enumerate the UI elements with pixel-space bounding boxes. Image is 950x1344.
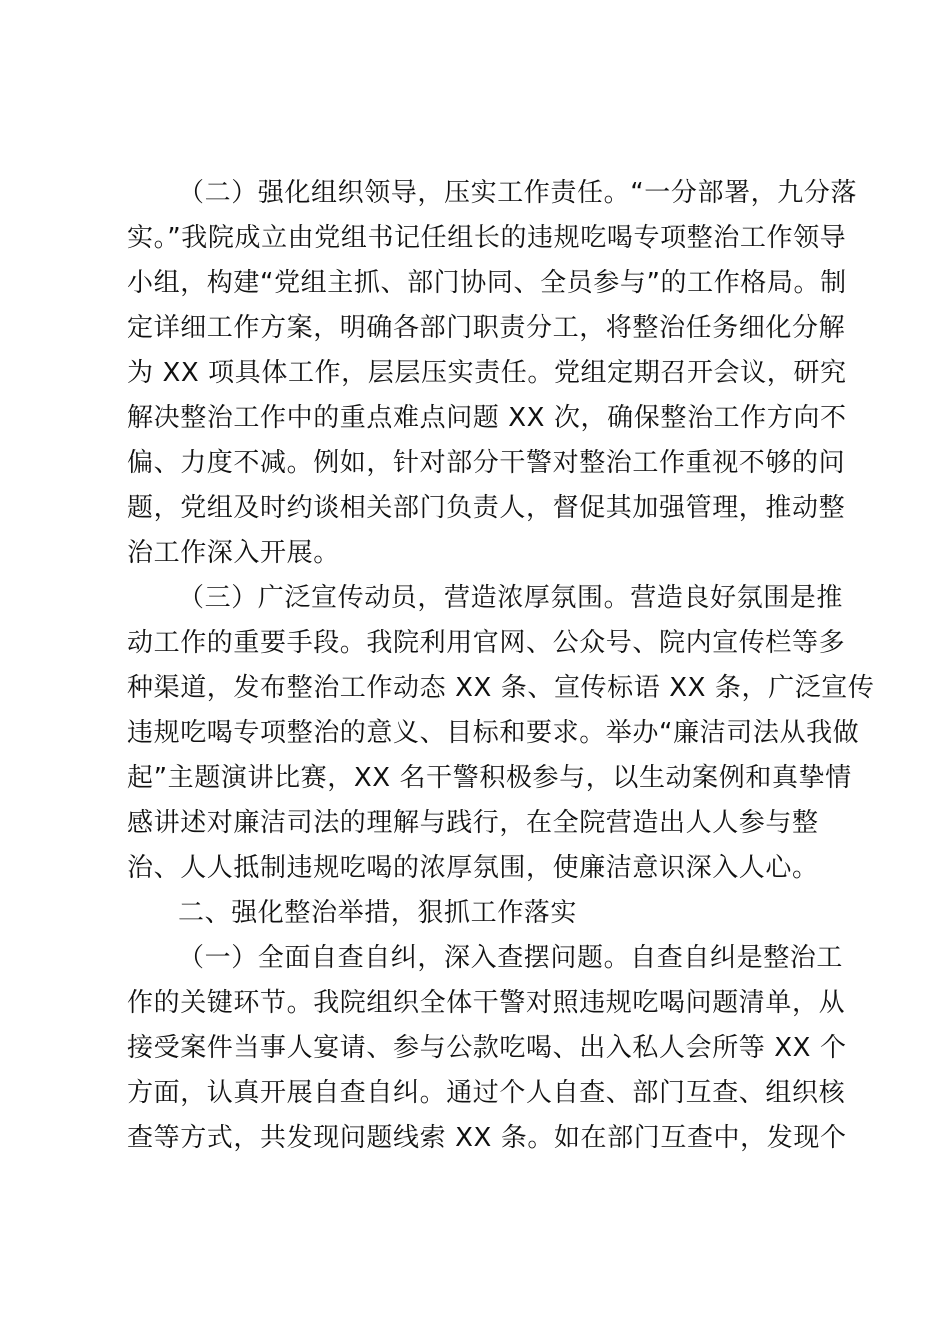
paragraph-line: 感讲述对廉洁司法的理解与践行，在全院营造出人人参与整 bbox=[127, 808, 819, 838]
paragraph-line: 治工作深入开展。 bbox=[127, 538, 340, 568]
paragraph-line: 接受案件当事人宴请、参与公款吃喝、出入私人会所等 XX 个 bbox=[127, 1033, 847, 1063]
paragraph-line: （三）广泛宣传动员，营造浓厚氛围。营造良好氛围是推 bbox=[178, 583, 844, 613]
section-heading: 二、强化整治举措，狠抓工作落实 bbox=[178, 898, 578, 928]
paragraph-line: 偏、力度不减。例如，针对部分干警对整治工作重视不够的问 bbox=[127, 448, 846, 478]
paragraph-line: 起”主题演讲比赛，XX 名干警积极参与，以生动案例和真挚情 bbox=[127, 763, 852, 793]
paragraph-line: 治、人人抵制违规吃喝的浓厚氛围，使廉洁意识深入人心。 bbox=[127, 853, 819, 883]
paragraph-line: 为 XX 项具体工作，层层压实责任。党组定期召开会议，研究 bbox=[127, 358, 847, 388]
paragraph-line: 小组，构建“党组主抓、部门协同、全员参与”的工作格局。制 bbox=[127, 268, 847, 298]
paragraph-line: （二）强化组织领导，压实工作责任。“一分部署，九分落 bbox=[178, 178, 858, 208]
paragraph-line: （一）全面自查自纠，深入查摆问题。自查自纠是整治工 bbox=[178, 943, 844, 973]
paragraph-line: 实。”我院成立由党组书记任组长的违规吃喝专项整治工作领导 bbox=[127, 223, 847, 253]
paragraph-line: 动工作的重要手段。我院利用官网、公众号、院内宣传栏等多 bbox=[127, 628, 846, 658]
paragraph-line: 种渠道，发布整治工作动态 XX 条、宣传标语 XX 条，广泛宣传 bbox=[127, 673, 875, 703]
paragraph-line: 方面，认真开展自查自纠。通过个人自查、部门互查、组织核 bbox=[127, 1078, 846, 1108]
paragraph-line: 查等方式，共发现问题线索 XX 条。如在部门互查中，发现个 bbox=[127, 1123, 847, 1153]
paragraph-line: 作的关键环节。我院组织全体干警对照违规吃喝问题清单，从 bbox=[127, 988, 846, 1018]
paragraph-line: 解决整治工作中的重点难点问题 XX 次，确保整治工作方向不 bbox=[127, 403, 847, 433]
paragraph-line: 违规吃喝专项整治的意义、目标和要求。举办“廉洁司法从我做 bbox=[127, 718, 860, 748]
paragraph-line: 题，党组及时约谈相关部门负责人，督促其加强管理，推动整 bbox=[127, 493, 846, 523]
paragraph-line: 定详细工作方案，明确各部门职责分工，将整治任务细化分解 bbox=[127, 313, 846, 343]
